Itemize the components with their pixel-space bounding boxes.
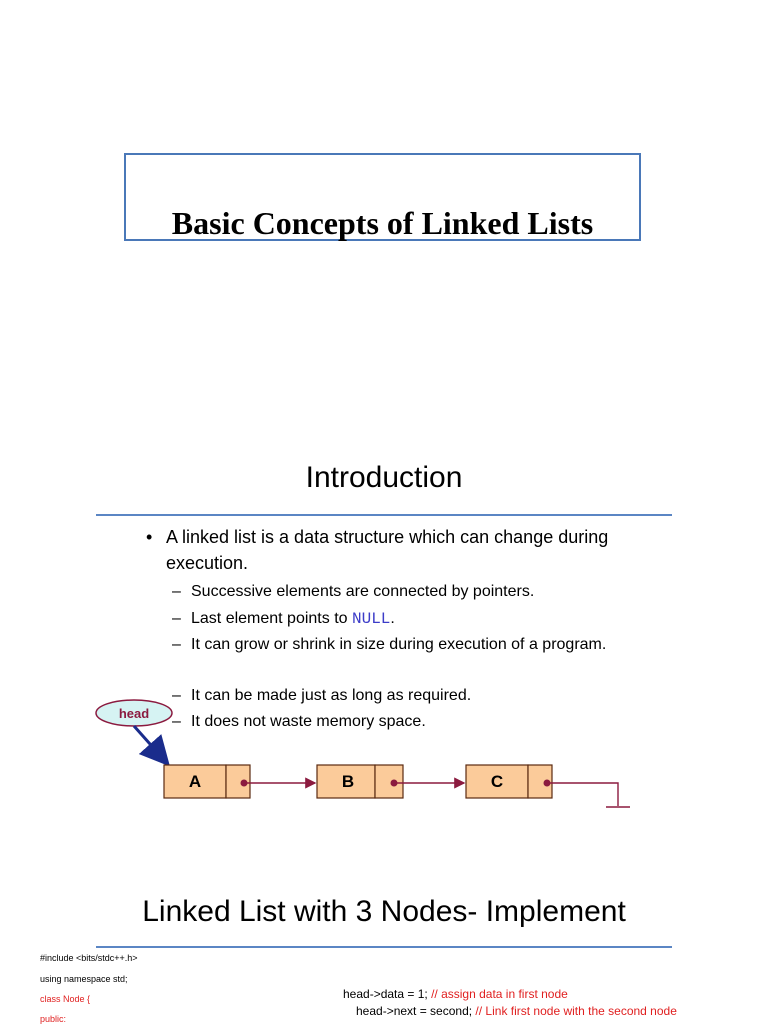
introduction-heading: Introduction: [305, 461, 463, 494]
sub-bullet-text: It can grow or shrink in size during execution of a program.: [191, 636, 607, 653]
node-b-pointer: [391, 780, 398, 787]
dash-marker: –: [172, 610, 181, 627]
null-keyword: NULL: [351, 610, 391, 628]
code-line: [356, 1003, 677, 1019]
code-line: [343, 986, 568, 1002]
node-c-pointer: [544, 780, 551, 787]
dash-marker: –: [172, 713, 181, 730]
bullet-marker: •: [146, 527, 153, 547]
node-a-label: A: [188, 772, 202, 791]
null-link: [550, 783, 618, 806]
code-statement: head->data = 1;: [343, 987, 432, 1001]
dash-marker: –: [172, 687, 181, 704]
sub-bullet-text: [191, 607, 631, 631]
node-b-label: B: [341, 772, 355, 791]
linked-list-diagram: [0, 690, 768, 830]
heading-divider: [96, 946, 672, 948]
head-label: head: [118, 706, 150, 721]
code-line: public:: [40, 1014, 67, 1024]
dash-marker: –: [172, 583, 181, 600]
sub-bullet-text: It can be made just as long as required.: [191, 687, 472, 704]
node-a-pointer: [241, 780, 248, 787]
code-line: using namespace std;: [40, 974, 128, 984]
null-suffix: .: [390, 610, 395, 627]
heading-divider: [96, 514, 672, 516]
code-line: #include <bits/stdc++.h>: [40, 953, 138, 963]
code-comment: // Link first node with the second node: [475, 1004, 677, 1018]
code-statement: head->next = second;: [356, 1004, 476, 1018]
node-c-label: C: [490, 772, 504, 791]
head-arrow: [134, 726, 166, 762]
null-prefix: Last element points to: [191, 610, 352, 627]
sub-bullet-text: Successive elements are connected by pointers.: [191, 583, 535, 600]
implementation-heading: Linked List with 3 Nodes- Implement: [142, 895, 626, 928]
code-line: class Node {: [40, 994, 91, 1004]
node-b-next: [375, 765, 403, 798]
slide-title: Basic Concepts of Linked Lists: [171, 205, 594, 241]
code-comment: // assign data in first node: [431, 987, 568, 1001]
dash-marker: –: [172, 636, 181, 653]
bullet-text: A linked list is a data structure which can change during execution.: [166, 527, 609, 573]
sub-bullet-text: It does not waste memory space.: [191, 713, 426, 730]
